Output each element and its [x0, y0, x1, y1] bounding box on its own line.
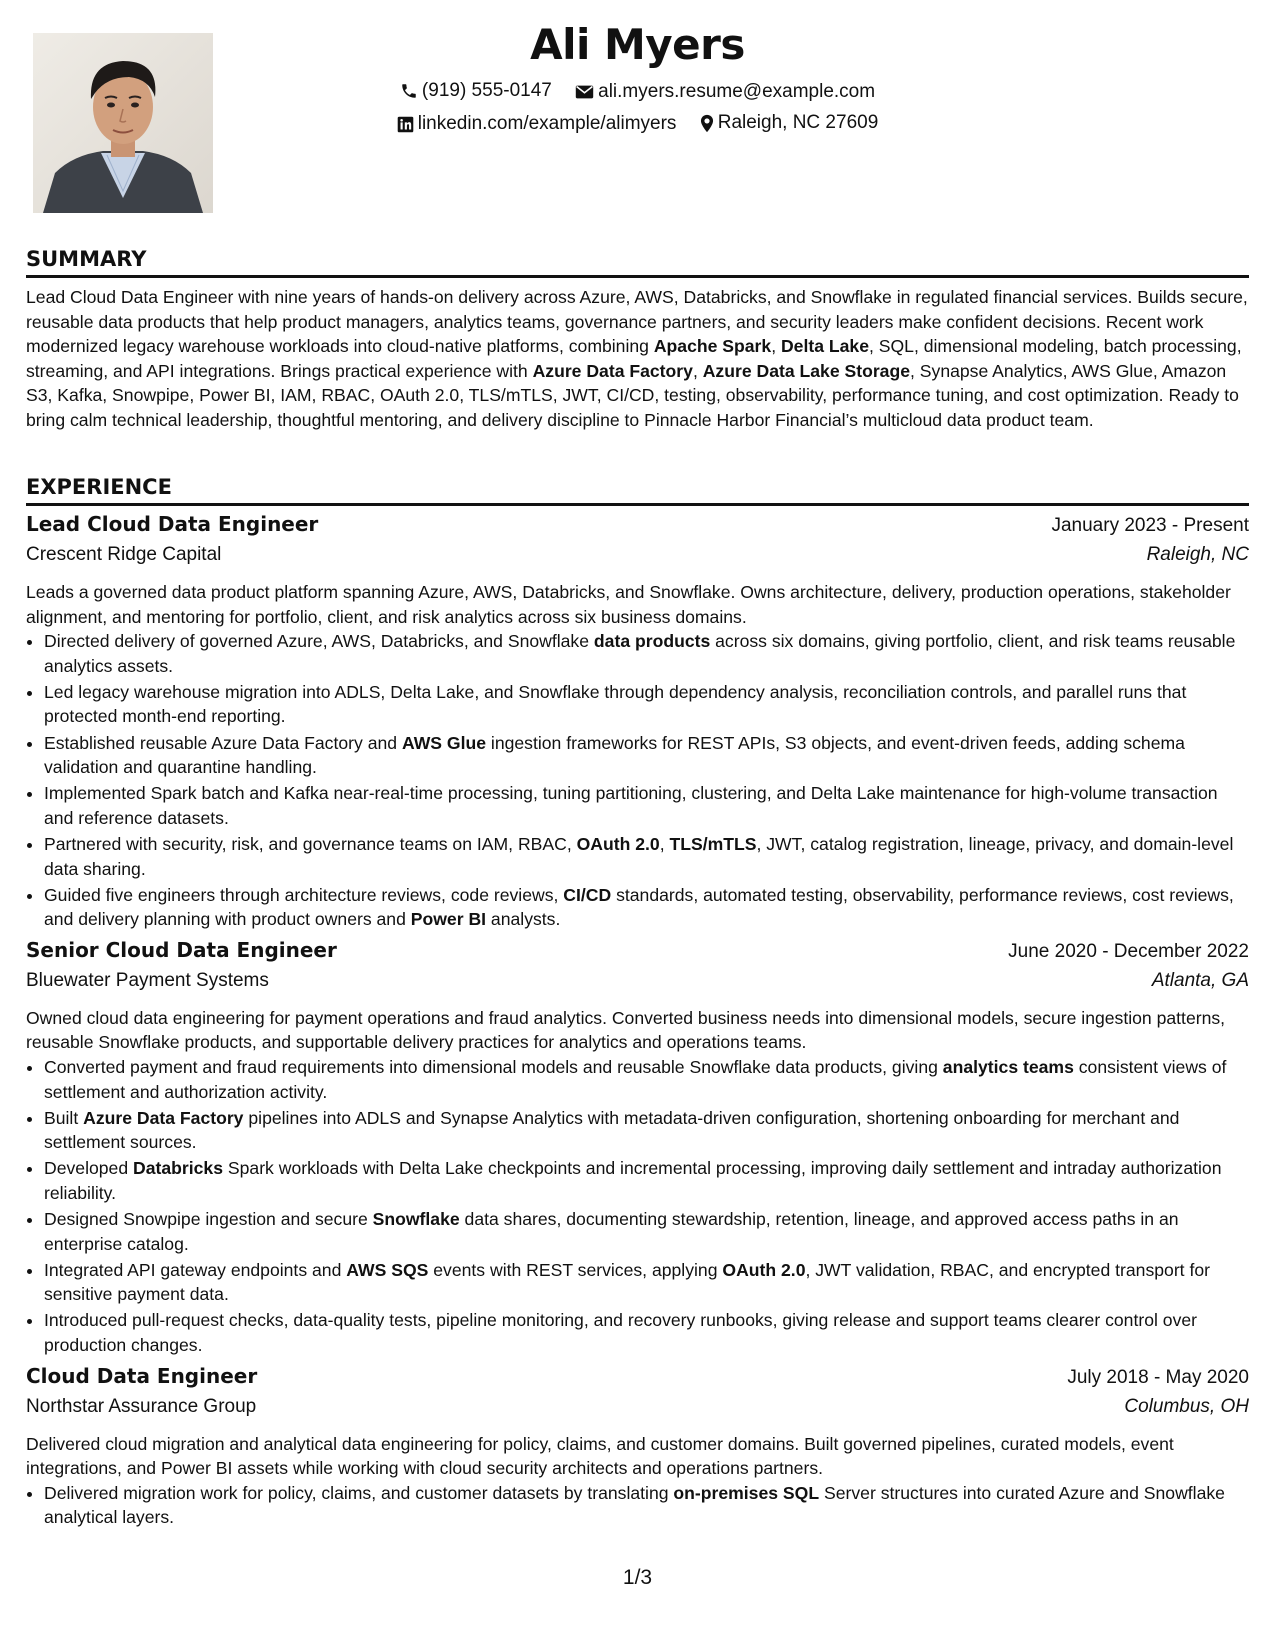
bullet-text: Established reusable Azure Data Factory and [44, 732, 402, 753]
job-entry [26, 1364, 1249, 1530]
map-pin-icon [700, 114, 714, 133]
phone-icon [400, 82, 418, 100]
job-description: Owned cloud data engineering for payment operations and fraud analytics. Converted business needs into dimensional models, secure ingestion patterns, reusable Snowflake products, and supportable delivery practices for analytics and operations teams. [26, 1007, 1226, 1053]
bullet-text: Converted payment and fraud requirements into dimensional models and reusable Snowflake data products, giving [44, 1057, 943, 1077]
bullet-item [44, 731, 1249, 780]
bullet-text: Directed delivery of governed Azure, AWS, Databricks, and Snowflake [44, 631, 594, 652]
bullet-text: Spark workloads with Delta Lake checkpoints and incremental processing, improving daily settlement and intraday authorization reliability. [44, 1158, 1222, 1203]
location-contact [700, 112, 879, 134]
job-list [26, 512, 1249, 1530]
job-title: Senior Cloud Data Engineer [26, 937, 337, 962]
job-location: Atlanta, GA [1151, 969, 1249, 991]
contact-line-1 [0, 80, 1275, 106]
phone-text: (919) 555-0147 [421, 80, 552, 101]
bullet-text: Built [44, 1107, 84, 1128]
summary-bold-adls: Azure Data Lake Storage [702, 360, 911, 381]
bullet-item [44, 832, 1249, 881]
job-dates: June 2020 - December 2022 [1008, 940, 1249, 962]
job-company: Northstar Assurance Group [26, 1395, 257, 1417]
job-dates: January 2023 - Present [1051, 515, 1249, 536]
job-title: Cloud Data Engineer [26, 1363, 258, 1388]
bullet-text: , JWT validation, RBAC, and encrypted transport for sensitive payment data. [44, 1259, 1210, 1305]
bullet-keyword: OAuth 2.0 [722, 1259, 806, 1280]
phone-contact[interactable] [400, 80, 552, 102]
bullet-text: across six domains, giving portfolio, client, and risk teams reusable analytics assets. [44, 631, 1236, 676]
candidate-name: Ali Myers [530, 20, 745, 69]
bullet-keyword: OAuth 2.0 [576, 833, 660, 854]
bullet-item [44, 1156, 1249, 1205]
page-number: 1/3 [622, 1566, 653, 1589]
bullet-item [44, 1055, 1249, 1104]
experience-heading: EXPERIENCE [26, 475, 1249, 506]
job-company-row [26, 1396, 1249, 1428]
bullet-text: Led legacy warehouse migration into ADLS, Delta Lake, and Snowflake through dependency analysis, reconciliation controls, and parallel runs that protected month-end reporting. [44, 681, 1187, 727]
job-title-row [26, 1364, 1249, 1396]
job-location: Columbus, OH [1124, 1395, 1249, 1417]
bullet-text: Developed [44, 1158, 134, 1179]
job-title-row [26, 512, 1249, 544]
job-bullets [26, 1055, 1249, 1358]
summary-text-8: , Synapse Analytics, AWS Glue, Amazon S3, Kafka, Snowpipe, Power BI, IAM, RBAC, OAuth 2.0, TLS/mTLS, JWT, CI/CD, testing, observability, performance tuning, and cost optimization. Ready to bring calm technical leadership, thoughtful mentoring, and delivery discipline to Pinnacle Harbor Financial’s multicloud data product team. [26, 360, 1239, 430]
summary-heading: SUMMARY [26, 247, 1249, 278]
bullet-keyword: data products [593, 631, 711, 652]
summary-paragraph [26, 285, 1249, 433]
job-entry [26, 938, 1249, 1358]
summary-section [26, 247, 1249, 433]
bullet-keyword: analytics teams [942, 1057, 1074, 1077]
experience-section [26, 475, 1249, 1532]
bullet-keyword: Azure Data Factory [83, 1107, 244, 1128]
bullet-text: Server structures into curated Azure and Snowflake analytical layers. [44, 1482, 1225, 1528]
bullet-keyword: Databricks [133, 1158, 223, 1179]
bullet-item [44, 883, 1249, 932]
summary-text-2: , [771, 336, 781, 357]
bullet-text: Delivered migration work for policy, claims, and customer datasets by translating [44, 1482, 674, 1503]
bullet-text: , JWT, catalog registration, lineage, privacy, and domain-level data sharing. [44, 833, 1234, 879]
job-company-row [26, 970, 1249, 1002]
bullet-text: pipelines into ADLS and Synapse Analytics with metadata-driven configuration, shortening onboarding for merchant and settlement sources. [44, 1107, 1180, 1153]
bullet-item [44, 1258, 1249, 1307]
job-entry [26, 512, 1249, 932]
summary-bold-delta: Delta Lake [780, 336, 869, 357]
envelope-icon [575, 84, 594, 100]
bullet-keyword: TLS/mTLS [669, 833, 757, 854]
bullet-text: Implemented Spark batch and Kafka near-real-time processing, tuning partitioning, clustering, and Delta Lake maintenance for high-volume transaction and reference datasets. [44, 783, 1218, 828]
bullet-text: events with REST services, applying [428, 1259, 723, 1280]
job-title: Lead Cloud Data Engineer [26, 512, 319, 536]
summary-bold-spark: Apache Spark [653, 336, 772, 357]
bullet-item [44, 629, 1249, 678]
bullet-text: ingestion frameworks for REST APIs, S3 objects, and event-driven feeds, adding schema validation and quarantine handling. [44, 732, 1185, 778]
bullet-keyword: AWS Glue [401, 732, 487, 753]
linkedin-contact[interactable] [397, 113, 677, 135]
summary-text-6: , [692, 360, 703, 381]
email-text: ali.myers.resume@example.com [598, 81, 876, 102]
bullet-text: Partnered with security, risk, and governance teams on IAM, RBAC, [44, 833, 577, 854]
bullet-keyword: Power BI [410, 909, 487, 930]
job-dates: July 2018 - May 2020 [1067, 1366, 1249, 1388]
location-text: Raleigh, NC 27609 [717, 112, 879, 133]
bullet-item [44, 1106, 1249, 1155]
bullet-keyword: CI/CD [563, 884, 612, 905]
linkedin-icon [397, 116, 414, 133]
bullet-text: Designed Snowpipe ingestion and secure [44, 1209, 373, 1230]
bullet-keyword: Snowflake [372, 1209, 460, 1230]
summary-text-0: Lead Cloud Data Engineer with nine years of hands-on delivery across Azure, AWS, Databricks, and Snowflake in regulated financial services. Builds secure, reusable data products that help product managers, analytics teams, governance partners, and security leaders make confident decisions. Recent work modernized legacy warehouse workloads into cloud-native platforms, combining [26, 287, 1248, 357]
bullet-keyword: on-premises SQL [673, 1482, 820, 1503]
bullet-item [44, 1207, 1249, 1256]
bullet-text: Integrated API gateway endpoints and [44, 1259, 347, 1280]
contact-line-2 [0, 112, 1275, 139]
summary-bold-adf: Azure Data Factory [532, 360, 693, 381]
bullet-item [44, 1308, 1249, 1357]
summary-text-4: , SQL, dimensional modeling, batch processing, streaming, and API integrations. Brings practical experience with [26, 336, 1242, 381]
job-location: Raleigh, NC [1146, 544, 1249, 565]
bullet-item [44, 680, 1249, 729]
linkedin-text: linkedin.com/example/alimyers [417, 113, 677, 134]
job-bullets [26, 1481, 1249, 1530]
bullet-text: consistent views of settlement and authorization activity. [44, 1057, 1227, 1102]
bullet-item [44, 781, 1249, 830]
bullet-text: Guided five engineers through architecture reviews, code reviews, [44, 884, 564, 905]
job-description: Delivered cloud migration and analytical data engineering for policy, claims, and customer domains. Built governed pipelines, curated models, event integrations, and Power BI assets while working with cloud security architects and operations partners. [26, 1433, 1174, 1479]
bullet-item [44, 1481, 1249, 1530]
bullet-text: standards, automated testing, observability, performance reviews, cost reviews, and delivery planning with product owners and [44, 884, 1234, 930]
bullet-text: Introduced pull-request checks, data-quality tests, pipeline monitoring, and recovery runbooks, giving release and support teams clearer control over production changes. [44, 1310, 1198, 1356]
job-description: Leads a governed data product platform spanning Azure, AWS, Databricks, and Snowflake. Owns architecture, delivery, production operations, stakeholder alignment, and mentoring for portfolio, client, and risk analytics across six business domains. [26, 582, 1231, 627]
job-company: Bluewater Payment Systems [26, 969, 269, 991]
job-bullets [26, 629, 1249, 932]
job-title-row [26, 938, 1249, 970]
bullet-text: analysts. [486, 909, 561, 930]
job-company-row [26, 544, 1249, 576]
bullet-text: data shares, documenting stewardship, retention, lineage, and approved access paths in an enterprise catalog. [44, 1209, 1179, 1254]
bullet-keyword: AWS SQS [346, 1259, 429, 1280]
bullet-text: , [659, 833, 670, 854]
email-contact[interactable] [575, 81, 875, 103]
job-company: Crescent Ridge Capital [26, 544, 222, 565]
